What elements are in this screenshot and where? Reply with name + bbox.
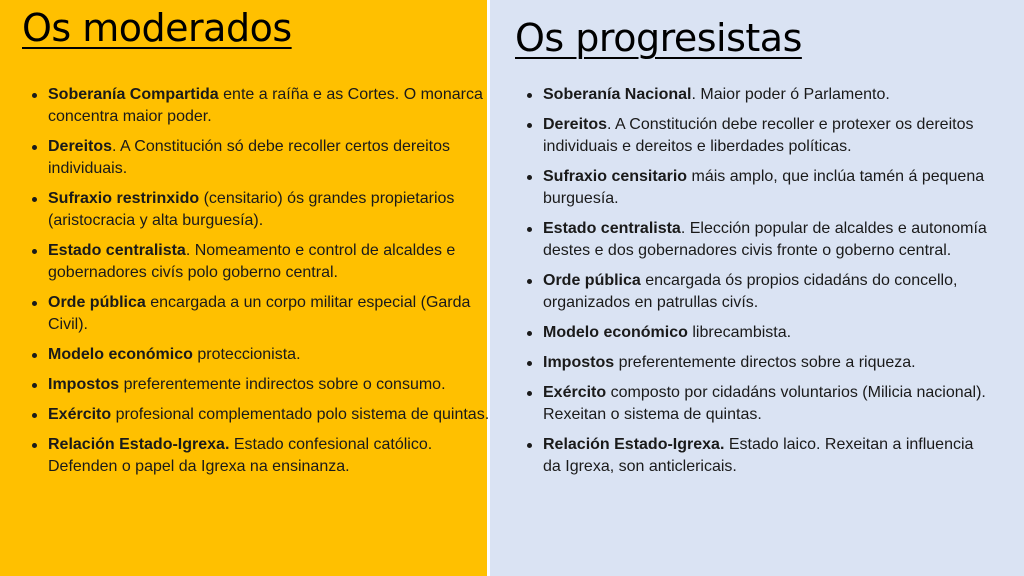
item-text: máis amplo, que inclúa tamén á pequena burguesía. — [543, 168, 985, 207]
list-item — [30, 344, 500, 366]
progresistas-title: Os progresistas — [515, 16, 802, 60]
item-term: Relación Estado-Igrexa. — [48, 436, 230, 453]
item-text: preferentemente directos sobre a riqueza. — [614, 354, 916, 371]
moderados-title: Os moderados — [22, 6, 292, 50]
item-text: librecambista. — [687, 324, 792, 341]
list-item — [525, 114, 995, 158]
item-text: composto por cidadáns voluntarios (Milicia nacional). Rexeitan o sistema de quintas. — [543, 384, 986, 423]
item-term: Impostos — [543, 354, 615, 371]
item-term: Exército — [543, 384, 607, 401]
item-text: ente a raíña e as Cortes. O monarca concentra maior poder. — [48, 86, 483, 125]
item-term: Soberanía Compartida — [48, 86, 219, 103]
item-text: encargada a un corpo militar especial (Garda Civil). — [48, 294, 471, 333]
item-text: proteccionista. — [192, 346, 301, 363]
item-text: Estado laico. Rexeitan a influencia da Igrexa, son anticlericais. — [543, 436, 974, 475]
list-item — [30, 84, 500, 128]
item-term: Exército — [48, 406, 112, 423]
item-term: Modelo económico — [543, 324, 688, 341]
item-text: preferentemente indirectos sobre o consumo. — [119, 376, 446, 393]
list-item — [30, 292, 500, 336]
list-item — [30, 188, 500, 232]
progresistas-list — [525, 84, 995, 486]
list-item — [525, 382, 995, 426]
item-term: Sufraxio restrinxido — [48, 190, 200, 207]
item-text: profesional complementado polo sistema de quintas. — [111, 406, 490, 423]
item-term: Relación Estado-Igrexa. — [543, 436, 725, 453]
item-text: (censitario) ós grandes propietarios (aristocracia y alta burguesía). — [48, 190, 455, 229]
item-term: Sufraxio censitario — [543, 168, 688, 185]
list-item — [30, 136, 500, 180]
item-term: Impostos — [48, 376, 120, 393]
moderados-list — [30, 84, 500, 486]
item-text: . A Constitución debe recoller e protexer os dereitos individuais e dereitos e liberdades políticas. — [543, 116, 974, 155]
list-item — [30, 434, 500, 478]
list-item — [525, 352, 995, 374]
list-item — [525, 166, 995, 210]
item-text: . Maior poder ó Parlamento. — [691, 86, 890, 103]
item-term: Estado centralista — [48, 242, 186, 259]
item-term: Soberanía Nacional — [543, 86, 692, 103]
item-term: Dereitos — [543, 116, 608, 133]
list-item — [525, 218, 995, 262]
item-text: . Elección popular de alcaldes e autonomía destes e dos gobernadores civis fronte o goberno central. — [543, 220, 987, 259]
item-text: . Nomeamento e control de alcaldes e gobernadores civís polo goberno central. — [48, 242, 456, 281]
item-text: . A Constitución só debe recoller certos dereitos individuais. — [48, 138, 450, 177]
list-item — [30, 240, 500, 284]
list-item — [525, 270, 995, 314]
list-item — [30, 404, 500, 426]
list-item — [525, 434, 995, 478]
item-term: Dereitos — [48, 138, 113, 155]
item-term: Orde pública — [543, 272, 641, 289]
item-term: Orde pública — [48, 294, 146, 311]
list-item — [525, 84, 995, 106]
item-text: Estado confesional católico. Defenden o papel da Igrexa na ensinanza. — [48, 436, 433, 475]
item-text: encargada ós propios cidadáns do concello, organizados en patrullas civís. — [543, 272, 958, 311]
item-term: Modelo económico — [48, 346, 193, 363]
list-item — [525, 322, 995, 344]
list-item — [30, 374, 500, 396]
item-term: Estado centralista — [543, 220, 681, 237]
